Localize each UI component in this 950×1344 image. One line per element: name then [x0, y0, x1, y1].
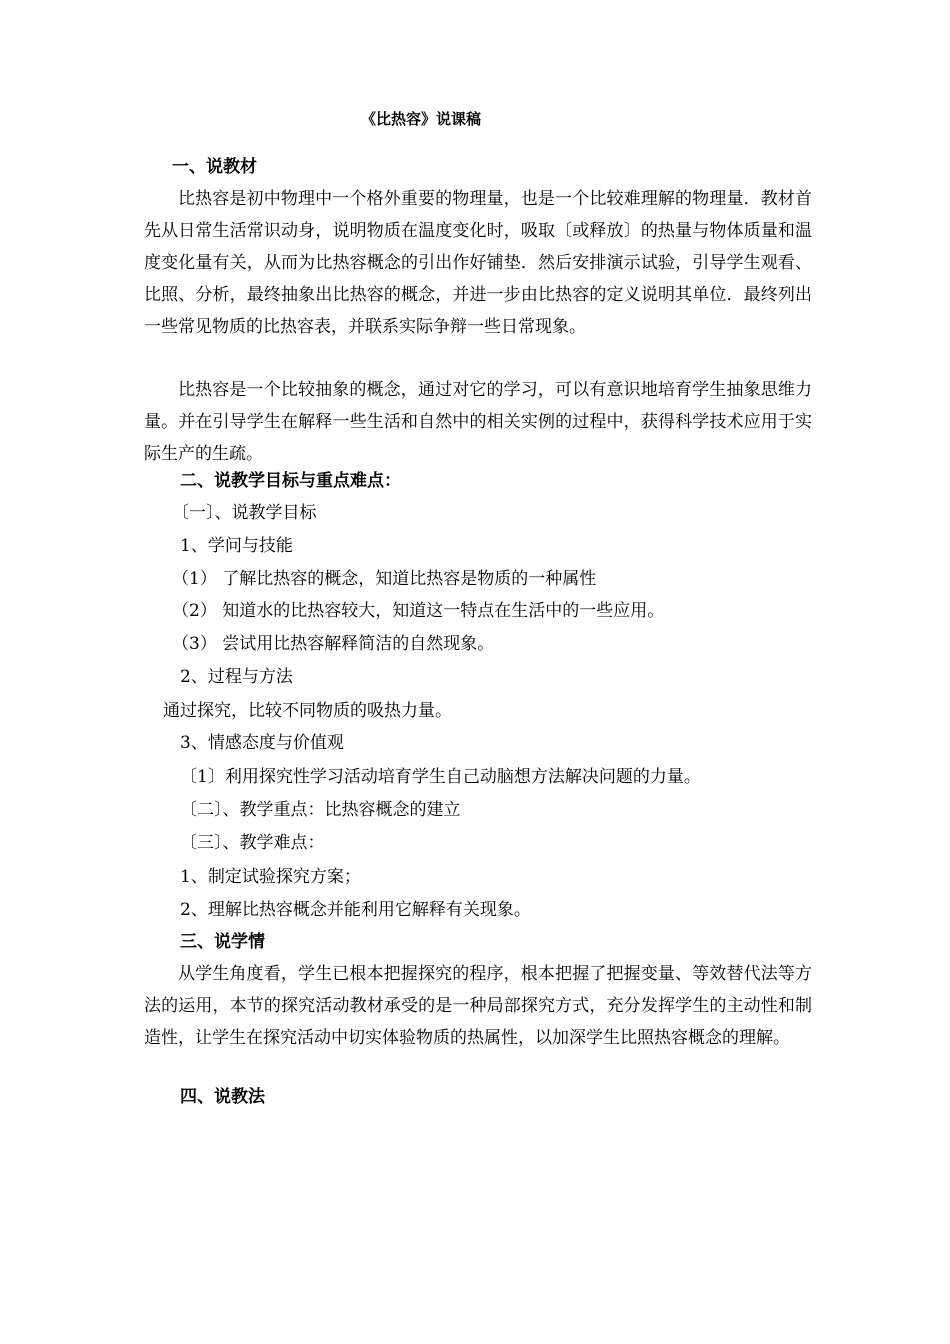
process-method-heading: 2、过程与方法	[180, 667, 293, 687]
teaching-goals-heading: 〔一〕、说教学目标	[172, 503, 317, 523]
difficulty-item-2: 2、理解比热容概念并能利用它解释有关现象。	[180, 900, 531, 920]
section1-heading: 一、说教材	[172, 157, 257, 177]
goal-item-2: （2） 知道水的比热容较大，知道这一特点在生活中的一些应用。	[172, 601, 665, 621]
knowledge-skills-heading: 1、学问与技能	[180, 536, 293, 556]
section2-heading: 二、说教学目标与重点难点：	[180, 471, 401, 491]
process-method-text: 通过探究，比较不同物质的吸热力量。	[163, 701, 452, 721]
goal-item-3: （3） 尝试用比热容解释简洁的自然现象。	[172, 634, 495, 654]
section4-heading: 四、说教法	[180, 1087, 265, 1107]
difficulty-heading: 〔三〕、教学难点：	[180, 833, 325, 853]
emotion-values-item-1: 〔1〕利用探究性学习活动培育学生自己动脑想方法解决问题的力量。	[180, 767, 701, 787]
document-title: 《比热容》说课稿	[360, 110, 481, 128]
key-point-line: 〔二〕、教学重点：比热容概念的建立	[180, 800, 461, 820]
section3-heading: 三、说学情	[180, 932, 265, 952]
emotion-values-heading: 3、情感态度与价值观	[180, 733, 344, 753]
goal-item-1: （1） 了解比热容的概念，知道比热容是物质的一种属性	[172, 569, 597, 589]
difficulty-item-1: 1、制定试验探究方案；	[180, 867, 361, 887]
section3-paragraph: 从学生角度看，学生已根本把握探究的程序，根本把握了把握变量、等效替代法等方法的运用，本节的探究活动教材承受的是一种局部探究方式，充分发挥学生的主动性和制造性，让学生在探究活动中切实体验物质的热属性，以加深学生比照热容概念的理解。	[144, 964, 812, 1048]
section1-paragraph-2: 比热容是一个比较抽象的概念，通过对它的学习，可以有意识地培育学生抽象思维力量。并在引导学生在解释一些生活和自然中的相关实例的过程中，获得科学技术应用于实际生产的生疏。	[144, 380, 812, 464]
section1-paragraph-1: 比热容是初中物理中一个格外重要的物理量，也是一个比较难理解的物理量．教材首先从日常生活常识动身，说明物质在温度变化时，吸取〔或释放〕的热量与物体质量和温度变化量有关，从而为比热容概念的引出作好铺垫．然后安排演示试验，引导学生观看、比照、分析，最终抽象出比热容的概念，并进一步由比热容的定义说明其单位．最终列出一些常见物质的比热容表，并联系实际争辩一些日常现象。	[144, 189, 812, 337]
